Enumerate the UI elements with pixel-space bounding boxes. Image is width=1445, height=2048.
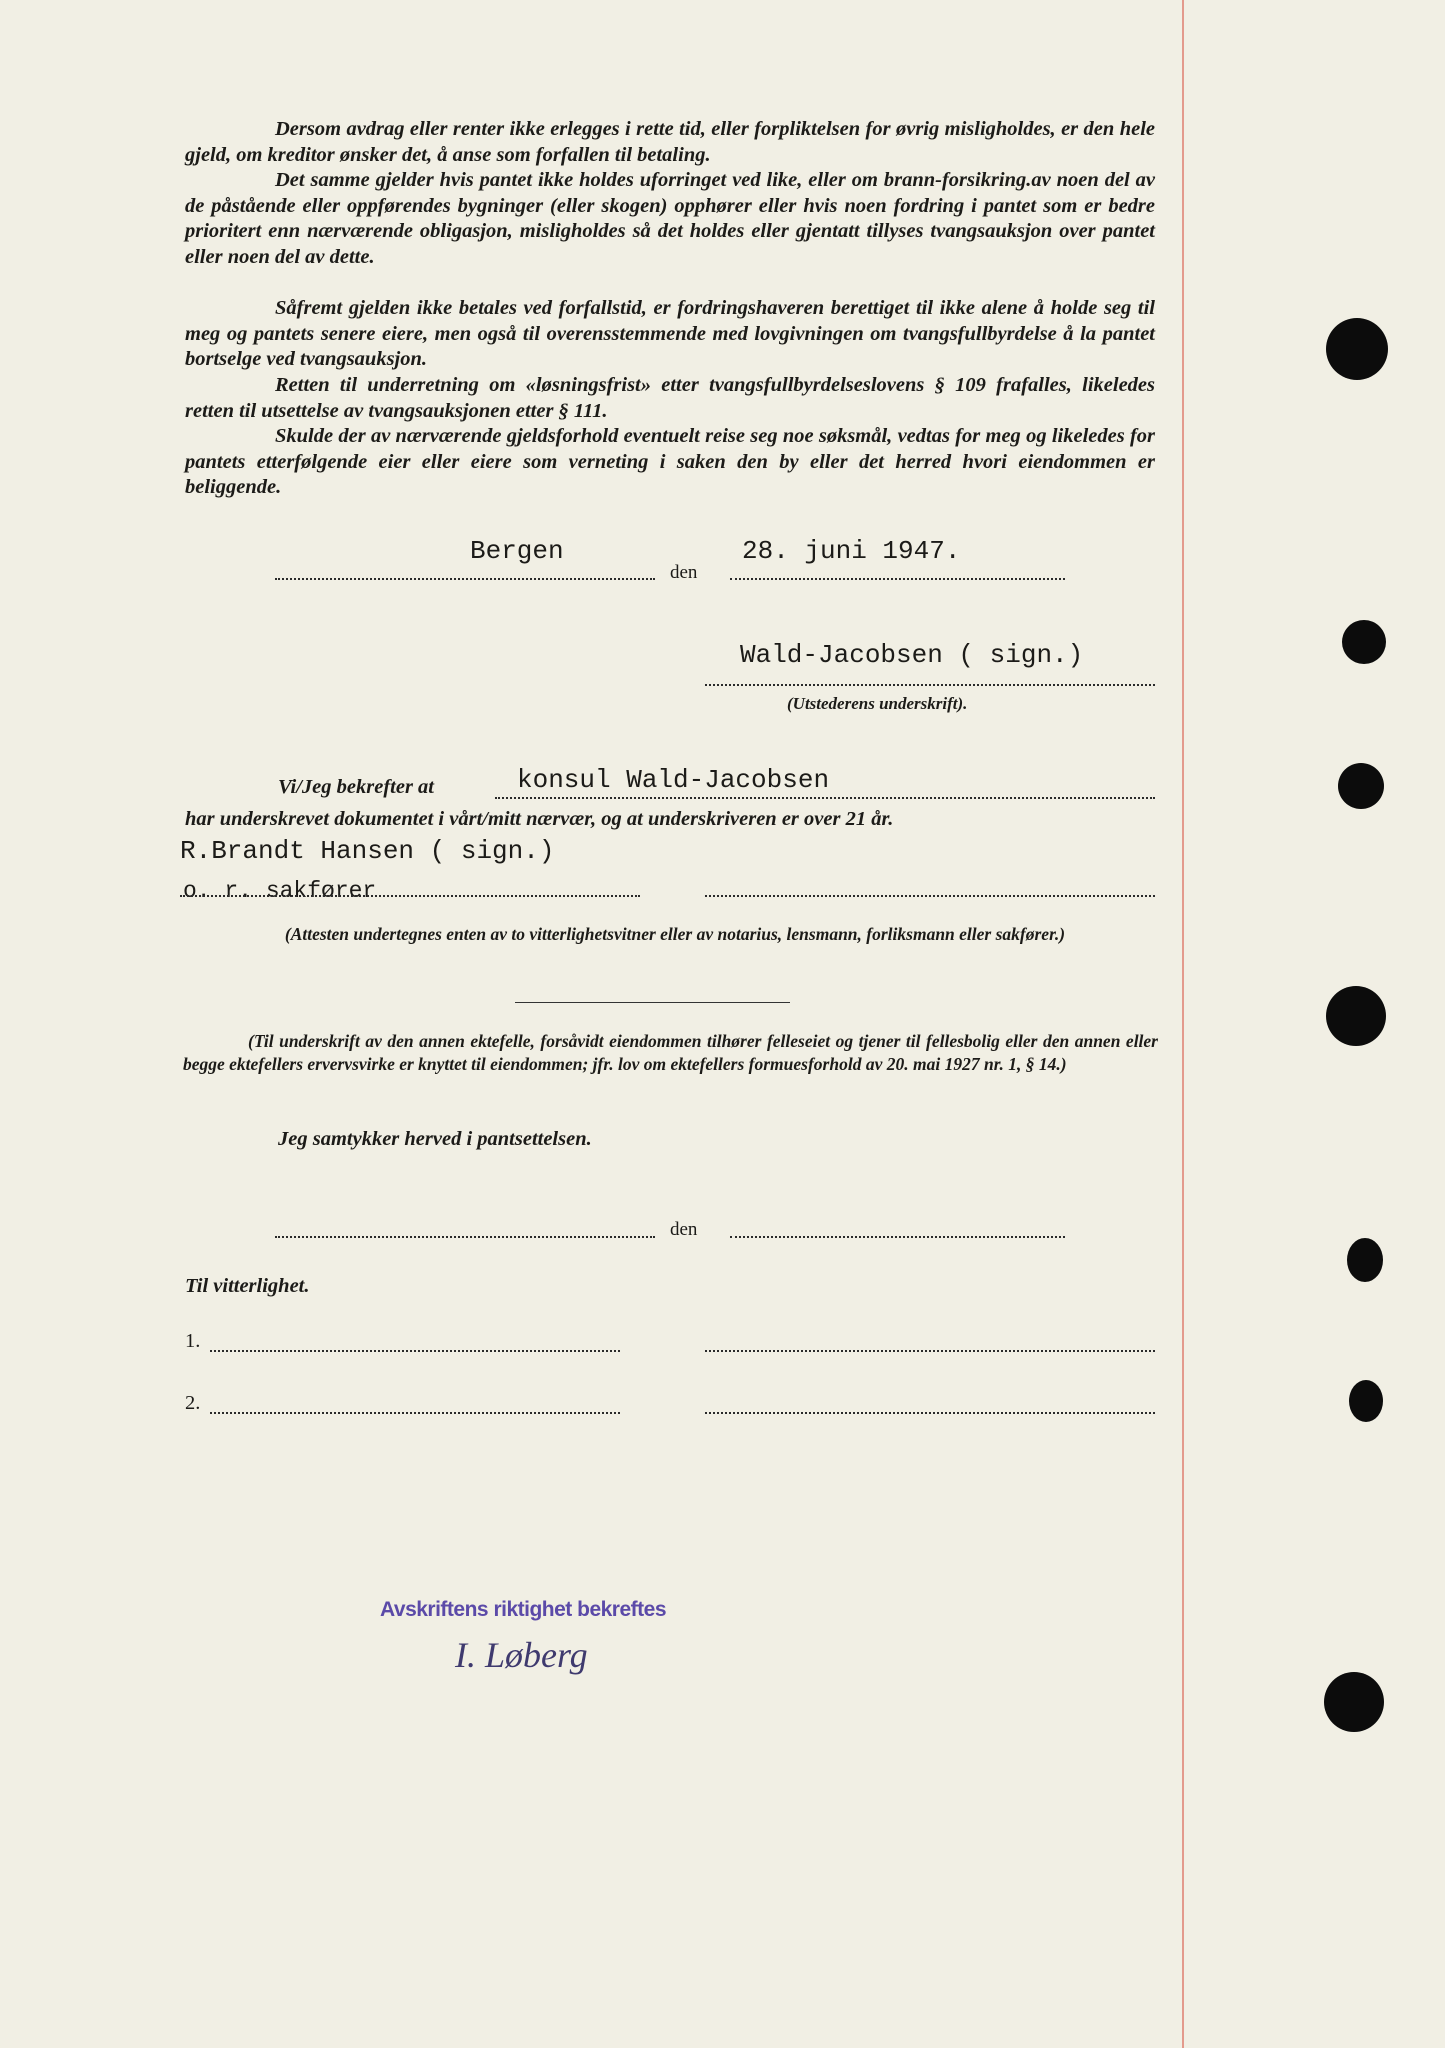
spouse-note: (Til underskrift av den annen ektefelle, forsåvidt eiendommen tilhører felleseiet og tjener til fellesbolig eller den annen eller begge ektefellers ervervsvirke er knyttet til eiendommen; jfr. lov om ektefellers formuesforhold av 20. mai 1927 nr. 1, § 14.) [183, 1031, 1158, 1074]
witness-1-line-right [705, 1350, 1155, 1352]
binder-hole [1349, 1380, 1383, 1422]
binder-hole [1326, 318, 1388, 380]
witness-2-line-right [705, 1412, 1155, 1414]
binder-hole [1326, 986, 1386, 1046]
spouse-date-line [730, 1236, 1065, 1238]
terms-paragraph-default: Dersom avdrag eller renter ikke erlegges i rette tid, eller forpliktelsen for øvrig misligholdes, er den hele gjeld, om kreditor ønsker det, å anse som forfallen til betaling. [185, 118, 1155, 166]
witness-1-line-left [210, 1350, 620, 1352]
terms-paragraph-insurance: Det samme gjelder hvis pantet ikke holdes uforringet ved like, eller om brann-forsikring.av noen del av de påstående eller oppførendes bygninger (eller skogen) opphører eller hvis noen fordring i pantet som er bedre prioritert enn nærværende obligasjon, misligholdes så det holdes eller gjentatt tillyses tvangsauksjon over pantet eller noen del av dette. [185, 169, 1155, 268]
binder-hole [1347, 1238, 1383, 1282]
binder-hole [1338, 763, 1384, 809]
issuer-caption: (Utstederens underskrift). [787, 694, 968, 713]
issuer-signature: Wald-Jacobsen ( sign.) [740, 640, 1084, 670]
issue-date: 28. juni 1947. [742, 536, 961, 566]
attest-name-line [495, 797, 1155, 799]
witness-2-label: 2. [185, 1392, 201, 1414]
certification-stamp: Avskriftens riktighet bekreftes [380, 1598, 666, 1621]
witness-line-right [705, 895, 1155, 897]
terms-paragraph-auction: Såfremt gjelden ikke betales ved forfallstid, er fordringshaveren berettiget til ikke alene å holde seg til meg og pantets senere eiere, men også til overensstemmende med lovgivningen om tvangsfullbyrdelse å la pantet bortselge ved tvangsauksjon. [185, 297, 1155, 370]
attest-divider [515, 1002, 790, 1003]
attest-intro: Vi/Jeg bekrefter at [278, 776, 435, 798]
issue-place: Bergen [470, 536, 564, 566]
den-label: den [670, 562, 698, 583]
issuer-signature-line [705, 684, 1155, 686]
spouse-den-label: den [670, 1219, 698, 1240]
witness-2-line-left [210, 1412, 620, 1414]
witness-title: o. r. sakfører [183, 878, 377, 904]
date-line [730, 578, 1065, 580]
certifier-signature: I. Løberg [455, 1635, 588, 1675]
terms-paragraph-venue: Skulde der av nærværende gjeldsforhold eventuelt reise seg noe søksmål, vedtas for meg og likeledes for pantets etterfølgende eier eller eiere som verneting i saken den by eller det herred hvori eiendommen er beliggende. [185, 425, 1155, 498]
terms-paragraph-deadline: Retten til underretning om «løsningsfrist» etter tvangsfullbyrdelseslovens § 109 frafalles, likeledes retten til utsettelse av tvangsauksjonen etter § 111. [185, 374, 1155, 422]
spouse-consent: Jeg samtykker herved i pantsettelsen. [278, 1128, 592, 1150]
spouse-place-line [275, 1236, 655, 1238]
witness-line-left [180, 895, 640, 897]
place-line [275, 578, 655, 580]
witness-1-label: 1. [185, 1330, 201, 1352]
attest-note: (Attesten undertegnes enten av to vitterlighetsvitner eller av notarius, lensmann, forliksmann eller sakfører.) [284, 924, 1066, 944]
red-margin-line [1182, 0, 1184, 2048]
witness-signature: R.Brandt Hansen ( sign.) [180, 836, 555, 866]
witnesses-heading: Til vitterlighet. [185, 1275, 310, 1297]
binder-hole [1342, 620, 1386, 664]
attest-signer-name: konsul Wald-Jacobsen [517, 765, 830, 795]
binder-hole [1324, 1672, 1384, 1732]
attest-statement: har underskrevet dokumentet i vårt/mitt nærvær, og at underskriveren er over 21 år. [185, 808, 894, 830]
